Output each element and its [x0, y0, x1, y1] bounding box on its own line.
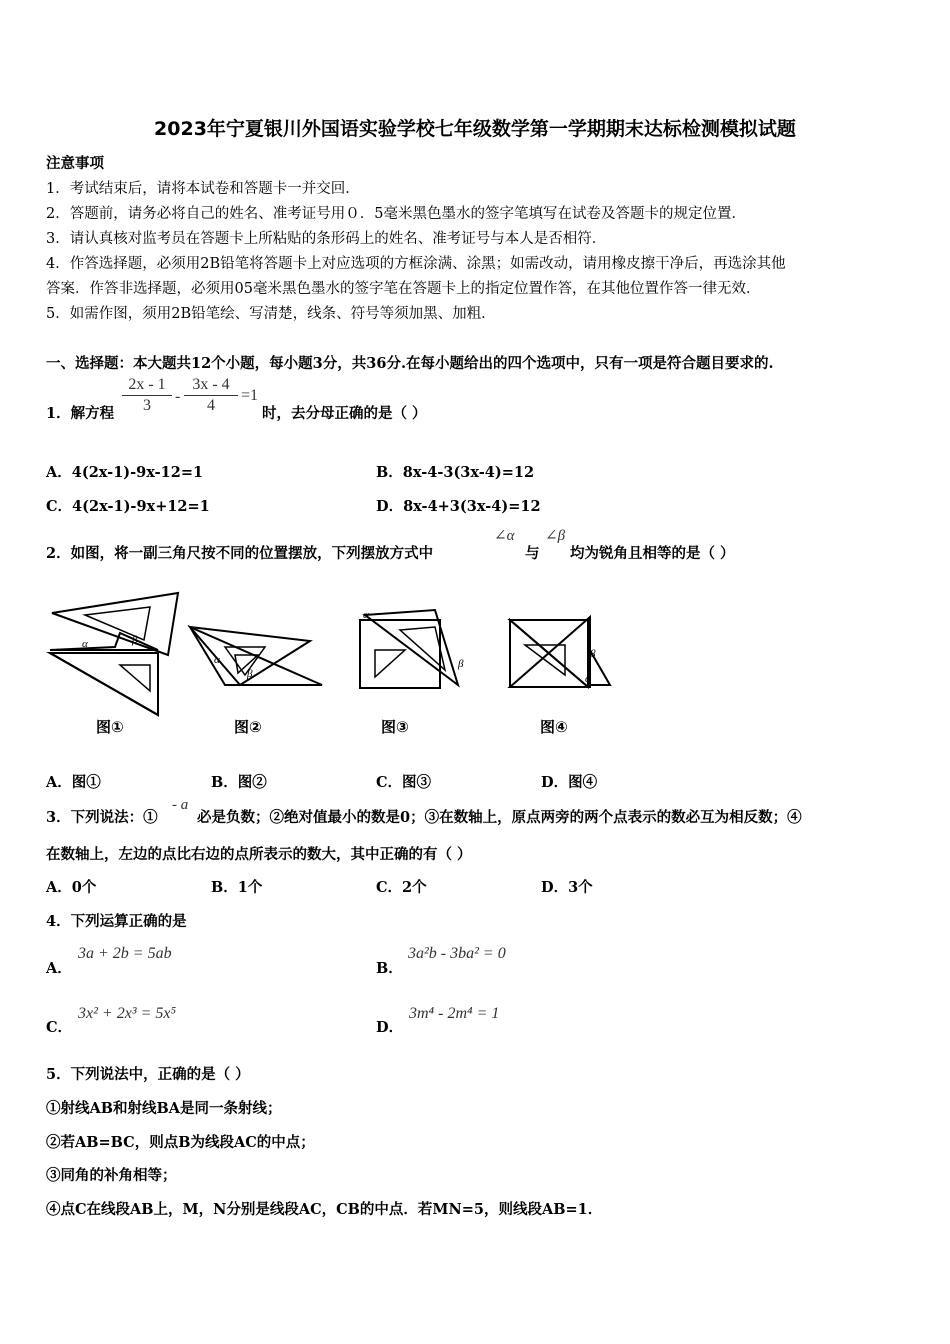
q3-option-a: A．0个	[46, 879, 97, 896]
q1-frac1-denominator: 3	[143, 397, 151, 414]
section-heading: 一、选择题：本大题共12个小题，每小题3分，共36分.在每小题给出的四个选项中，只有一项是符合题目要求的.	[46, 355, 774, 372]
fig3-alpha-label: α	[363, 609, 369, 621]
notice-heading: 注意事项	[46, 155, 104, 172]
q2-prefix: 2．如图，将一副三角尺按不同的位置摆放，下列摆放方式中	[46, 545, 434, 562]
q4-option-b-expr: 3a²b - 3ba² = 0	[408, 945, 506, 962]
figure-1-drawing	[50, 593, 178, 715]
q3-option-c: C．2个	[376, 879, 427, 896]
q3-line1-suffix: 必是负数；②绝对值最小的数是0；③在数轴上，原点两旁的两个点表示的数必互为相反数；④	[197, 809, 802, 826]
q5-item: ③同角的补角相等；	[46, 1167, 177, 1184]
q1-option-c: C．4(2x-1)-9x+12=1	[46, 498, 210, 515]
q3-neg-a: - a	[172, 797, 189, 813]
q4-option-c-label: C．	[46, 1019, 73, 1036]
notice-item: 5．如需作图，须用2B铅笔绘、写清楚，线条、符号等须加黑、加粗．	[46, 306, 496, 322]
q1-frac2-numerator: 3x - 4	[184, 376, 238, 396]
q1-equals: =1	[241, 387, 259, 404]
q2-angle-beta: ∠β	[545, 528, 566, 544]
q2-angle-alpha: ∠α	[494, 528, 515, 544]
q2-option-b: B．图②	[211, 774, 267, 791]
q5-stem: 5．下列说法中，正确的是（ ）	[46, 1066, 250, 1083]
q4-option-b-label: B．	[376, 960, 403, 977]
figure-label-1: 图①	[96, 718, 124, 736]
q2-option-a: A．图①	[46, 774, 101, 791]
q3-line1-prefix: 3．下列说法：①	[46, 809, 158, 826]
q1-frac1-numerator: 2x - 1	[122, 376, 172, 396]
q1-fraction-1	[122, 376, 172, 415]
q2-option-d: D．图④	[541, 774, 598, 791]
q5-item: ①射线AB和射线BA是同一条射线；	[46, 1100, 282, 1117]
q4-option-c-expr: 3x² + 2x³ = 5x⁵	[78, 1005, 177, 1022]
q1-option-d: D．8x-4+3(3x-4)=12	[376, 498, 541, 515]
fig4-beta-label: β	[590, 648, 596, 660]
q2-and: 与	[525, 545, 540, 562]
q1-suffix: 时，去分母正确的是（ ）	[262, 405, 427, 422]
q1-option-b: B．8x-4-3(3x-4)=12	[376, 464, 535, 481]
fig1-beta-label: β	[132, 634, 138, 646]
figure-label-4: 图④	[540, 718, 568, 736]
fig1-alpha-label: α	[82, 638, 88, 650]
q2-option-c: C．图③	[376, 774, 432, 791]
q5-item: ④点C在线段AB上，M，N分别是线段AC，CB的中点．若MN=5，则线段AB=1．	[46, 1201, 603, 1218]
figure-2-drawing	[190, 627, 322, 685]
q1-option-a: A．4(2x-1)-9x-12=1	[46, 464, 204, 481]
page-title: 2023年宁夏银川外国语实验学校七年级数学第一学期期末达标检测模拟试题	[154, 118, 796, 140]
q3-line2: 在数轴上，左边的点比右边的点所表示的数大，其中正确的有（ ）	[46, 846, 472, 863]
q1-minus: -	[175, 388, 181, 405]
q1-fraction-2	[184, 376, 238, 415]
fig3-beta-label: β	[458, 658, 464, 670]
notice-item: 1．考试结束后，请将本试卷和答题卡一并交回．	[46, 181, 360, 197]
q4-option-d-expr: 3m⁴ - 2m⁴ = 1	[409, 1005, 500, 1022]
q3-option-d: D．3个	[541, 879, 593, 896]
fig2-alpha-label: α	[214, 654, 220, 666]
q4-option-d-label: D．	[376, 1019, 404, 1036]
q3-option-b: B．1个	[211, 879, 263, 896]
q4-option-a-label: A．	[46, 960, 72, 977]
triangle-figures	[40, 585, 630, 735]
figure-3-drawing	[360, 610, 458, 688]
q5-item: ②若AB=BC，则点B为线段AC的中点；	[46, 1134, 315, 1151]
q2-suffix: 均为锐角且相等的是（ ）	[570, 545, 735, 562]
q4-option-a-expr: 3a + 2b = 5ab	[78, 945, 172, 962]
figure-label-3: 图③	[381, 718, 409, 736]
notice-item: 3．请认真核对监考员在答题卡上所粘贴的条形码上的姓名、准考证号与本人是否相符．	[46, 231, 607, 247]
notice-item: 答案．作答非选择题，必须用05毫米黑色墨水的签字笔在答题卡上的指定位置作答，在其他位置作答一律无效．	[46, 281, 761, 297]
q4-stem: 4．下列运算正确的是	[46, 913, 187, 930]
fig2-beta-label: β	[247, 668, 253, 680]
fig4-alpha-label: α	[585, 673, 591, 685]
notice-item: 2．答题前，请务必将自己的姓名、准考证号用０．5毫米黑色墨水的签字笔填写在试卷及答题卡的规定位置．	[46, 206, 746, 222]
q1-frac2-denominator: 4	[207, 397, 215, 414]
figure-label-2: 图②	[234, 718, 262, 736]
q1-prefix: 1．解方程	[46, 405, 115, 422]
notice-item: 4．作答选择题，必须用2B铅笔将答题卡上对应选项的方框涂满、涂黑；如需改动，请用橡皮擦干净后，再选涂其他	[46, 256, 786, 272]
